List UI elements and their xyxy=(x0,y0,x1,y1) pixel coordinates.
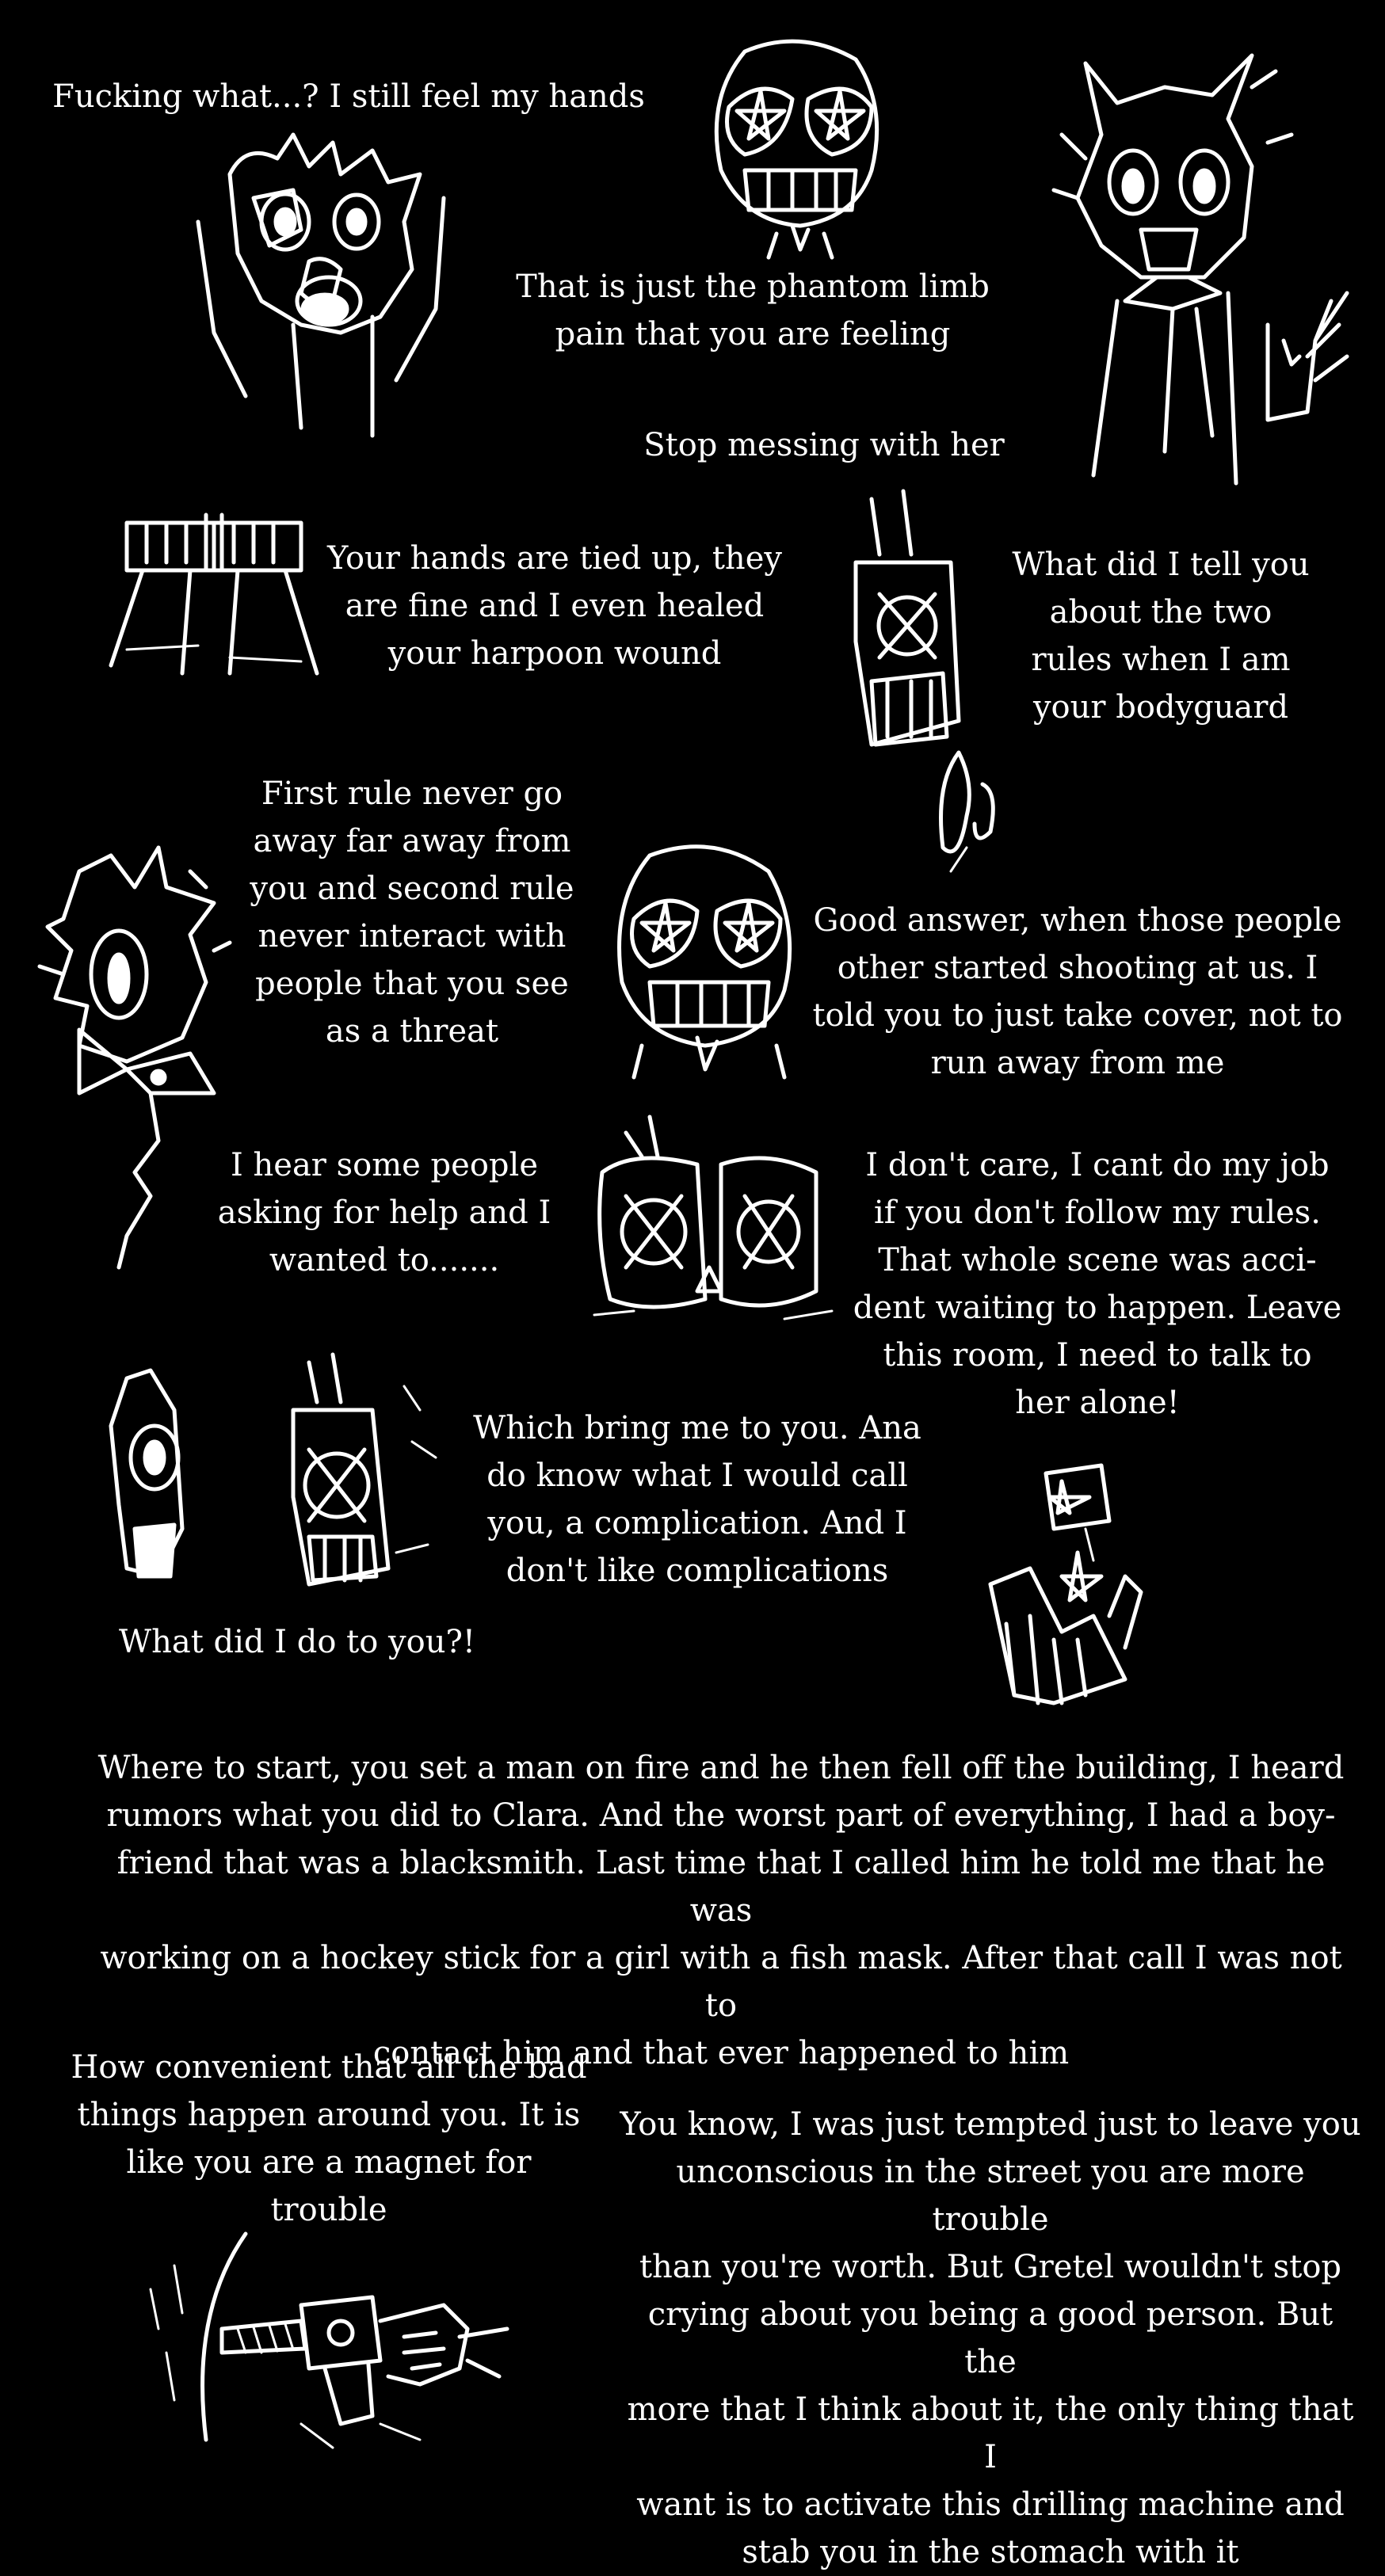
horned-bodyguard-drawing xyxy=(1030,40,1363,483)
dialogue-line-3: Stop messing with her xyxy=(643,427,1005,463)
fish-mask-shocked-drawing xyxy=(182,127,467,475)
tied-hands-drawing xyxy=(79,507,333,697)
dialogue-line-11: What did I do to you?! xyxy=(119,1624,475,1660)
pointing-hand-drawing xyxy=(967,1458,1157,1719)
dialogue-line-6: First rule never go away far away from you and second rule never interact with people that you see as a threat xyxy=(250,775,574,1050)
one-eye-and-hood-drawing xyxy=(103,1347,444,1600)
dialogue-line-13: How convenient that all the bad things happen around you. It is like you are a magnet for trouble xyxy=(71,2049,587,2228)
dialogue-line-7: Good answer, when those people other started shooting at us. I told you to just take cover, not to run away from me xyxy=(812,902,1343,1081)
drilling-machine-drawing xyxy=(143,2218,515,2456)
flame-hair-character-drawing xyxy=(32,840,238,1267)
dialogue-line-4: Your hands are tied up, they are fine and I even healed your harpoon wound xyxy=(327,540,782,672)
dialogue-line-14: You know, I was just tempted just to leave you unconscious in the street you are more trouble than you're worth. But Gretel wouldn't stop crying about you being a good person. But the more that I think about it, the only thing that I want is to activate this drilling machine and stab you in the stomach with it xyxy=(620,2106,1361,2570)
hooded-x-eyes-drawing xyxy=(840,483,1038,879)
dialogue-line-10: Which bring me to you. Ana do know what I would call you, a complication. And I don't like complications xyxy=(473,1410,921,1589)
dialogue-line-2: That is just the phantom limb pain that you are feeling xyxy=(516,269,990,352)
two-x-eyes-closeup-drawing xyxy=(586,1109,840,1331)
dialogue-line-1: Fucking what...? I still feel my hands xyxy=(52,78,645,115)
star-eyed-mask-drawing xyxy=(697,36,903,265)
dialogue-line-8: I hear some people asking for help and I wanted to....... xyxy=(217,1147,551,1278)
dialogue-line-5: What did I tell you about the two rules when I am your bodyguard xyxy=(1012,547,1310,726)
dialogue-line-12: Where to start, you set a man on fire and he then fell off the building, I heard rumors what you did to Clara. And the worst part of everything, I had a boy- friend that was a blacksmith. Last time that I called him he told me that he was working on a hockey stick for a girl with a fish mask. After that call I was not to contact him and that ever happened to him xyxy=(97,1750,1345,2071)
star-eyed-mask-drawing-2 xyxy=(602,840,816,1077)
dialogue-line-9: I don't care, I cant do my job if you don't follow my rules. That whole scene was acci- dent waiting to happen. Leave this room, I need to talk to her alone! xyxy=(853,1147,1342,1421)
